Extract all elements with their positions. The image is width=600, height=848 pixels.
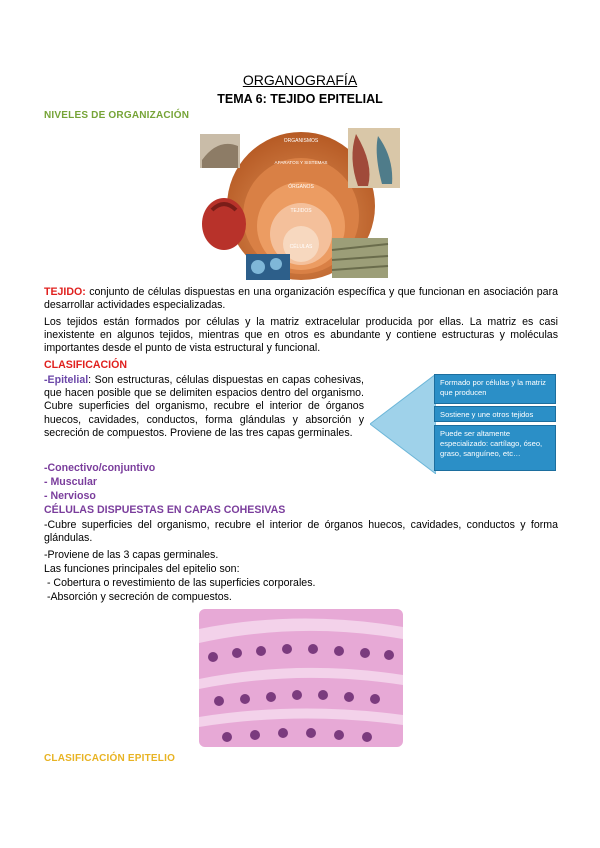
capas-line-4: - Cobertura o revestimiento de las superficies corporales.: [44, 577, 316, 589]
brace-arrow-shape: [370, 374, 436, 474]
capas-line-5: -Absorción y secreción de compuestos.: [44, 591, 232, 603]
capas-line-1: -Cubre superficies del organismo, recubre el interior de órganos huecos, cavidades, conductos y forma glándulas.: [44, 519, 558, 545]
capas-heading: CÉLULAS DISPUESTAS EN CAPAS COHESIVAS: [44, 504, 286, 516]
page-subtitle: TEMA 6: TEJIDO EPITELIAL: [217, 92, 383, 106]
section-heading-niveles: NIVELES DE ORGANIZACIÓN: [44, 110, 190, 121]
clasificacion-epitelio-heading: CLASIFICACIÓN EPITELIO: [44, 753, 176, 764]
item-conectivo: -Conectivo/conjuntivo: [44, 462, 156, 474]
capas-line-2: -Proviene de las 3 capas germinales.: [44, 549, 219, 561]
label-aparatos: APARATOS Y SISTEMAS: [274, 160, 328, 165]
box-matriz: Formado por células y la matriz que producen: [434, 374, 556, 404]
epitelial-paragraph: [44, 374, 364, 440]
label-celulas: CÉLULAS: [289, 244, 313, 250]
tejido-definition-text: conjunto de células dispuestas en una organización específica y que funcionan en asociación para desarrollar actividades especializadas.: [44, 286, 558, 312]
tejido-paragraph: Los tejidos están formados por células y la matriz extracelular producida por ellas. La matriz es casi inexistente en algunos tejidos, mientras que en otros es abundante y contiene estructuras y moléculas importantes desde el punto de vista estructural y funcional.: [44, 316, 558, 355]
box-sostiene: Sostiene y une otros tejidos: [434, 406, 556, 422]
label-organismos: ORGANISMOS: [283, 138, 319, 144]
item-nervioso: - Nervioso: [44, 490, 96, 502]
item-muscular: - Muscular: [44, 476, 97, 488]
label-organos: ÓRGANOS: [288, 184, 314, 190]
capas-line-3: Las funciones principales del epitelio son:: [44, 563, 240, 575]
epitelial-term: -Epitelial: [44, 374, 89, 386]
box-especializado: Puede ser altamente especializado: cartílago, óseo, graso, sanguíneo, etc…: [434, 425, 556, 471]
label-tejidos: TEJIDOS: [290, 208, 312, 214]
organization-levels-diagram: [198, 124, 404, 282]
tejido-term: TEJIDO:: [44, 286, 86, 298]
tejido-definition: [44, 286, 558, 312]
clasificacion-heading: CLASIFICACIÓN: [44, 359, 127, 371]
epitelial-text: : Son estructuras, células dispuestas en capas cohesivas, que hacen posible que se delimiten espacios dentro del organismo. Cubre superficies del organismo, recubre el interior de órganos huecos, cavidades, conductos, forma glándulas y absorción y secreción de compuestos. Proviene de las tres capas germinales.: [44, 374, 364, 439]
page-title: ORGANOGRAFÍA: [242, 72, 358, 88]
epithelium-micrograph-image: [199, 609, 403, 747]
